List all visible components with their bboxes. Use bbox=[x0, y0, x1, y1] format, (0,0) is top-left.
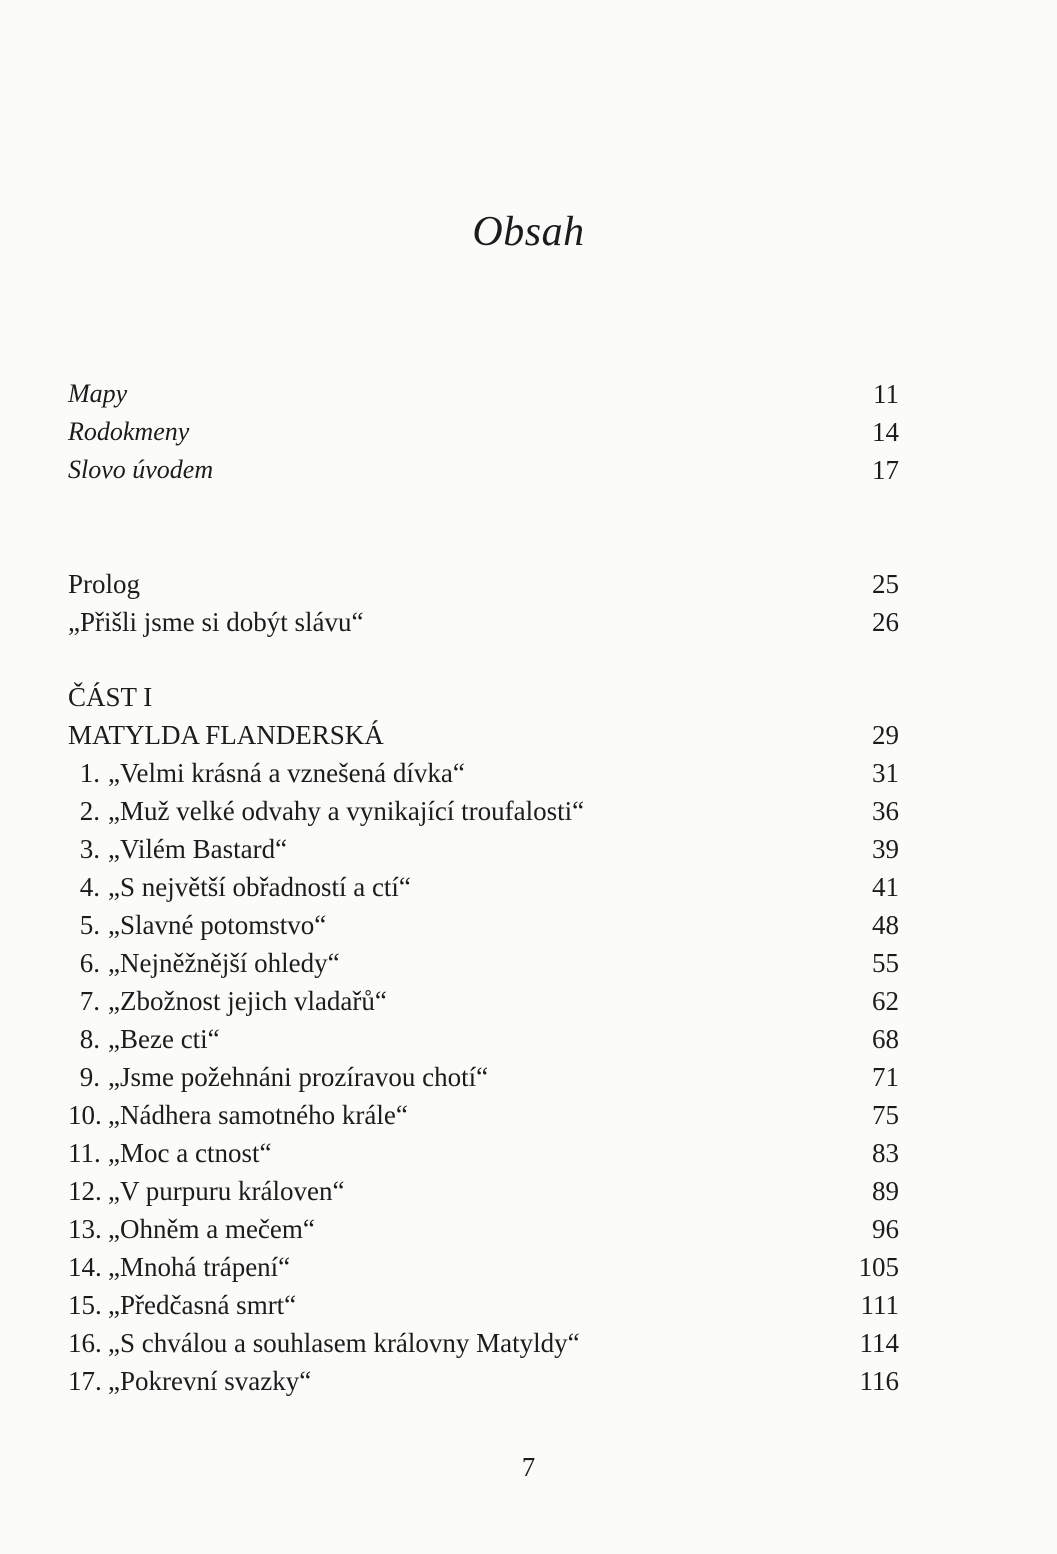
chapter-title: „Vilém Bastard“ bbox=[108, 834, 288, 864]
toc-chapter-entry[interactable] bbox=[68, 1362, 899, 1400]
chapter-page: 83 bbox=[872, 1138, 899, 1168]
toc-entry-prologue[interactable] bbox=[68, 565, 899, 603]
part-heading-label: ČÁST I bbox=[68, 682, 153, 712]
chapter-title: „Jsme požehnáni prozíravou chotí“ bbox=[108, 1062, 489, 1092]
toc-entry-page: 14 bbox=[872, 417, 899, 447]
chapter-page: 111 bbox=[860, 1290, 899, 1320]
toc-chapter-entry[interactable] bbox=[68, 944, 899, 982]
part-heading bbox=[68, 678, 899, 716]
chapter-title: „Nejněžnější ohledy“ bbox=[108, 948, 340, 978]
chapter-page: 31 bbox=[872, 758, 899, 788]
chapter-number: 14. bbox=[68, 1252, 102, 1282]
chapter-number: 5. bbox=[79, 910, 100, 940]
prologue-list bbox=[68, 565, 899, 641]
chapter-title: „Beze cti“ bbox=[108, 1024, 220, 1054]
chapter-number: 17. bbox=[68, 1366, 102, 1396]
front-matter-list bbox=[68, 375, 899, 489]
chapter-page: 114 bbox=[859, 1328, 899, 1358]
chapter-number: 7. bbox=[79, 986, 100, 1016]
toc-entry-page: 25 bbox=[872, 569, 899, 599]
page-title: Obsah bbox=[472, 209, 585, 255]
chapter-page: 105 bbox=[858, 1252, 899, 1282]
chapter-page: 55 bbox=[872, 948, 899, 978]
toc-chapter-entry[interactable] bbox=[68, 1286, 899, 1324]
chapter-page: 68 bbox=[872, 1024, 899, 1054]
chapter-number: 3. bbox=[79, 834, 100, 864]
toc-entry-maps[interactable] bbox=[68, 375, 899, 413]
chapter-number: 11. bbox=[68, 1138, 101, 1168]
chapter-page: 39 bbox=[872, 834, 899, 864]
page-number-folio: 7 bbox=[521, 1452, 536, 1482]
toc-entry-label: Prolog bbox=[68, 569, 141, 599]
toc-entry-part-title[interactable] bbox=[68, 716, 899, 754]
chapter-page: 71 bbox=[872, 1062, 899, 1092]
toc-chapter-entry[interactable] bbox=[68, 1324, 899, 1362]
toc-chapter-entry[interactable] bbox=[68, 792, 899, 830]
toc-chapter-entry[interactable] bbox=[68, 830, 899, 868]
toc-entry-page: 17 bbox=[872, 455, 899, 485]
chapter-number: 12. bbox=[68, 1176, 102, 1206]
toc-chapter-entry[interactable] bbox=[68, 1172, 899, 1210]
toc-entry-page: 11 bbox=[873, 379, 899, 409]
chapter-title: „Pokrevní svazky“ bbox=[108, 1366, 312, 1396]
chapter-page: 48 bbox=[872, 910, 899, 940]
chapter-number: 16. bbox=[68, 1328, 102, 1358]
chapter-title: „Slavné potomstvo“ bbox=[108, 910, 327, 940]
toc-entry-page: 26 bbox=[872, 607, 899, 637]
chapter-title: „V purpuru královen“ bbox=[108, 1176, 345, 1206]
chapter-page: 36 bbox=[872, 796, 899, 826]
chapter-title: „S chválou a souhlasem královny Matyldy“ bbox=[108, 1328, 580, 1358]
chapter-page: 41 bbox=[872, 872, 899, 902]
toc-chapter-entry[interactable] bbox=[68, 982, 899, 1020]
chapter-title: „Muž velké odvahy a vynikající troufalosti“ bbox=[108, 796, 585, 826]
toc-chapter-entry[interactable] bbox=[68, 906, 899, 944]
chapter-page: 89 bbox=[872, 1176, 899, 1206]
chapter-number: 10. bbox=[68, 1100, 102, 1130]
toc-entry-label: „Přišli jsme si dobýt slávu“ bbox=[68, 607, 364, 637]
toc-entry-label: Rodokmeny bbox=[68, 417, 190, 446]
chapter-number: 6. bbox=[79, 948, 100, 978]
toc-entry-prologue-chapter[interactable] bbox=[68, 603, 899, 641]
toc-entry-label: Slovo úvodem bbox=[68, 455, 214, 484]
toc-entry-label: Mapy bbox=[68, 379, 128, 408]
part-title-label: MATYLDA FLANDERSKÁ bbox=[68, 720, 384, 750]
toc-chapter-entry[interactable] bbox=[68, 1058, 899, 1096]
chapter-number: 2. bbox=[79, 796, 100, 826]
toc-chapter-entry[interactable] bbox=[68, 868, 899, 906]
toc-chapter-entry[interactable] bbox=[68, 1210, 899, 1248]
toc-chapter-entry[interactable] bbox=[68, 1020, 899, 1058]
chapter-number: 4. bbox=[79, 872, 100, 902]
toc-entry-genealogies[interactable] bbox=[68, 413, 899, 451]
chapter-page: 116 bbox=[859, 1366, 899, 1396]
chapter-title: „Předčasná smrt“ bbox=[108, 1290, 297, 1320]
toc-entry-page: 29 bbox=[872, 720, 899, 750]
chapter-title: „S největší obřadností a ctí“ bbox=[108, 872, 411, 902]
chapter-title: „Moc a ctnost“ bbox=[108, 1138, 272, 1168]
toc-chapter-entry[interactable] bbox=[68, 1248, 899, 1286]
chapter-page: 75 bbox=[872, 1100, 899, 1130]
chapter-page: 96 bbox=[872, 1214, 899, 1244]
chapter-title: „Velmi krásná a vznešená dívka“ bbox=[108, 758, 465, 788]
toc-chapter-entry[interactable] bbox=[68, 754, 899, 792]
toc-chapter-entry[interactable] bbox=[68, 1096, 899, 1134]
part-one-section bbox=[68, 678, 899, 1400]
chapter-title: „Nádhera samotného krále“ bbox=[108, 1100, 408, 1130]
chapter-number: 13. bbox=[68, 1214, 102, 1244]
chapter-number: 9. bbox=[79, 1062, 100, 1092]
toc-entry-foreword[interactable] bbox=[68, 451, 899, 489]
chapter-number: 1. bbox=[79, 758, 100, 788]
chapter-page: 62 bbox=[872, 986, 899, 1016]
chapter-number: 15. bbox=[68, 1290, 102, 1320]
chapter-title: „Ohněm a mečem“ bbox=[108, 1214, 315, 1244]
chapter-title: „Mnohá trápení“ bbox=[108, 1252, 291, 1282]
toc-chapter-entry[interactable] bbox=[68, 1134, 899, 1172]
chapter-number: 8. bbox=[79, 1024, 100, 1054]
chapter-title: „Zbožnost jejich vladařů“ bbox=[108, 986, 387, 1016]
